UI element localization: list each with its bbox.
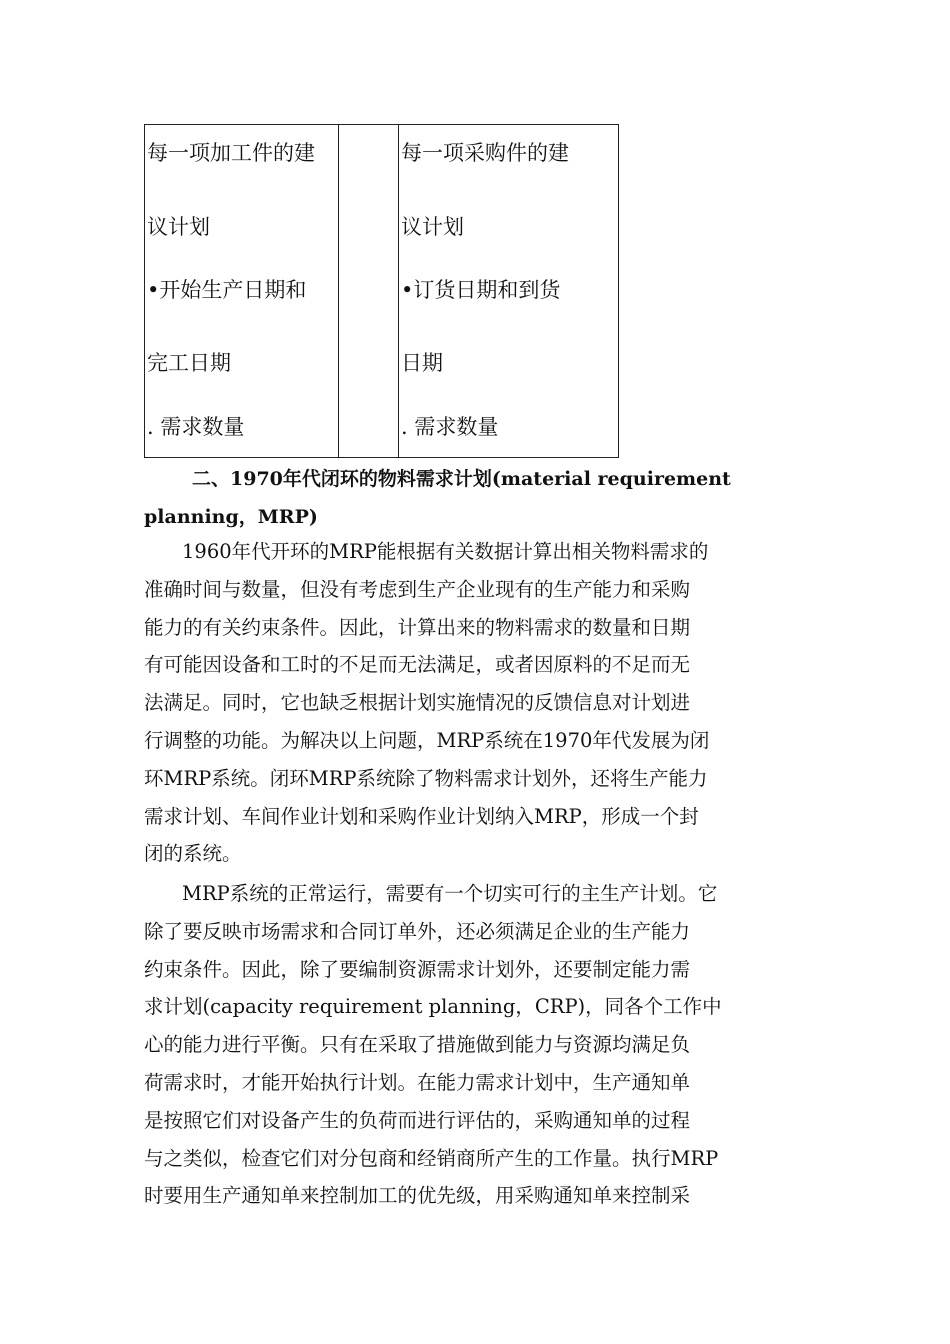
heading-line: planning，MRP) <box>144 506 318 528</box>
cell-text: 完工日期 <box>147 351 231 375</box>
paragraph-line: 约束条件。因此，除了要编制资源需求计划外，还要制定能力需 <box>144 957 691 981</box>
paragraph-line: 能力的有关约束条件。因此，计算出来的物料需求的数量和日期 <box>144 615 691 639</box>
cell-text: 议计划 <box>147 215 210 239</box>
cell-text: •订货日期和到货 <box>401 278 561 302</box>
paragraph-line: 环MRP系统。闭环MRP系统除了物料需求计划外，还将生产能力 <box>144 766 708 790</box>
paragraph-line: 1960年代开环的MRP能根据有关数据计算出相关物料需求的 <box>182 540 709 563</box>
paragraph-line: 求计划(capacity requirement planning，CRP)，同各个工作中 <box>144 995 722 1019</box>
cell-text: . 需求数量 <box>401 415 499 439</box>
paragraph-line: 行调整的功能。为解决以上问题，MRP系统在1970年代发展为闭 <box>144 728 710 752</box>
cell-text: •开始生产日期和 <box>147 278 307 302</box>
paragraph-line: 除了要反映市场需求和合同订单外，还必须满足企业的生产能力 <box>144 919 691 943</box>
section-heading <box>144 460 814 536</box>
paragraph-capacity-planning <box>144 875 804 1215</box>
paragraph-line: 有可能因设备和工时的不足而无法满足，或者因原料的不足而无 <box>144 653 691 677</box>
paragraph-line: 准确时间与数量，但没有考虑到生产企业现有的生产能力和采购 <box>144 577 691 601</box>
table-cell-manufactured-parts <box>145 125 338 457</box>
heading-line: 二、1970年代闭环的物料需求计划(material requirement <box>192 468 731 490</box>
plan-table <box>144 124 619 458</box>
paragraph-line: 时要用生产通知单来控制加工的优先级，用采购通知单来控制采 <box>144 1184 691 1208</box>
table-cell-purchased-parts <box>399 125 619 457</box>
paragraph-line: MRP系统的正常运行，需要有一个切实可行的主生产计划。它 <box>182 882 718 905</box>
paragraph-line: 心的能力进行平衡。只有在采取了措施做到能力与资源均满足负 <box>144 1033 691 1057</box>
cell-text: 每一项加工件的建 <box>147 141 315 165</box>
table-divider-left <box>338 125 339 457</box>
paragraph-line: 荷需求时，才能开始执行计划。在能力需求计划中，生产通知单 <box>144 1070 691 1094</box>
cell-text: 日期 <box>401 351 443 375</box>
paragraph-line: 与之类似，检查它们对分包商和经销商所产生的工作量。执行MRP <box>144 1146 719 1170</box>
paragraph-closed-loop-mrp <box>144 533 804 873</box>
cell-text: 每一项采购件的建 <box>401 141 569 165</box>
paragraph-line: 需求计划、车间作业计划和采购作业计划纳入MRP，形成一个封 <box>144 804 699 828</box>
paragraph-line: 法满足。同时，它也缺乏根据计划实施情况的反馈信息对计划进 <box>144 691 691 715</box>
cell-text: . 需求数量 <box>147 415 245 439</box>
paragraph-line: 是按照它们对设备产生的负荷而进行评估的，采购通知单的过程 <box>144 1108 691 1132</box>
cell-text: 议计划 <box>401 215 464 239</box>
paragraph-line: 闭的系统。 <box>144 842 242 866</box>
